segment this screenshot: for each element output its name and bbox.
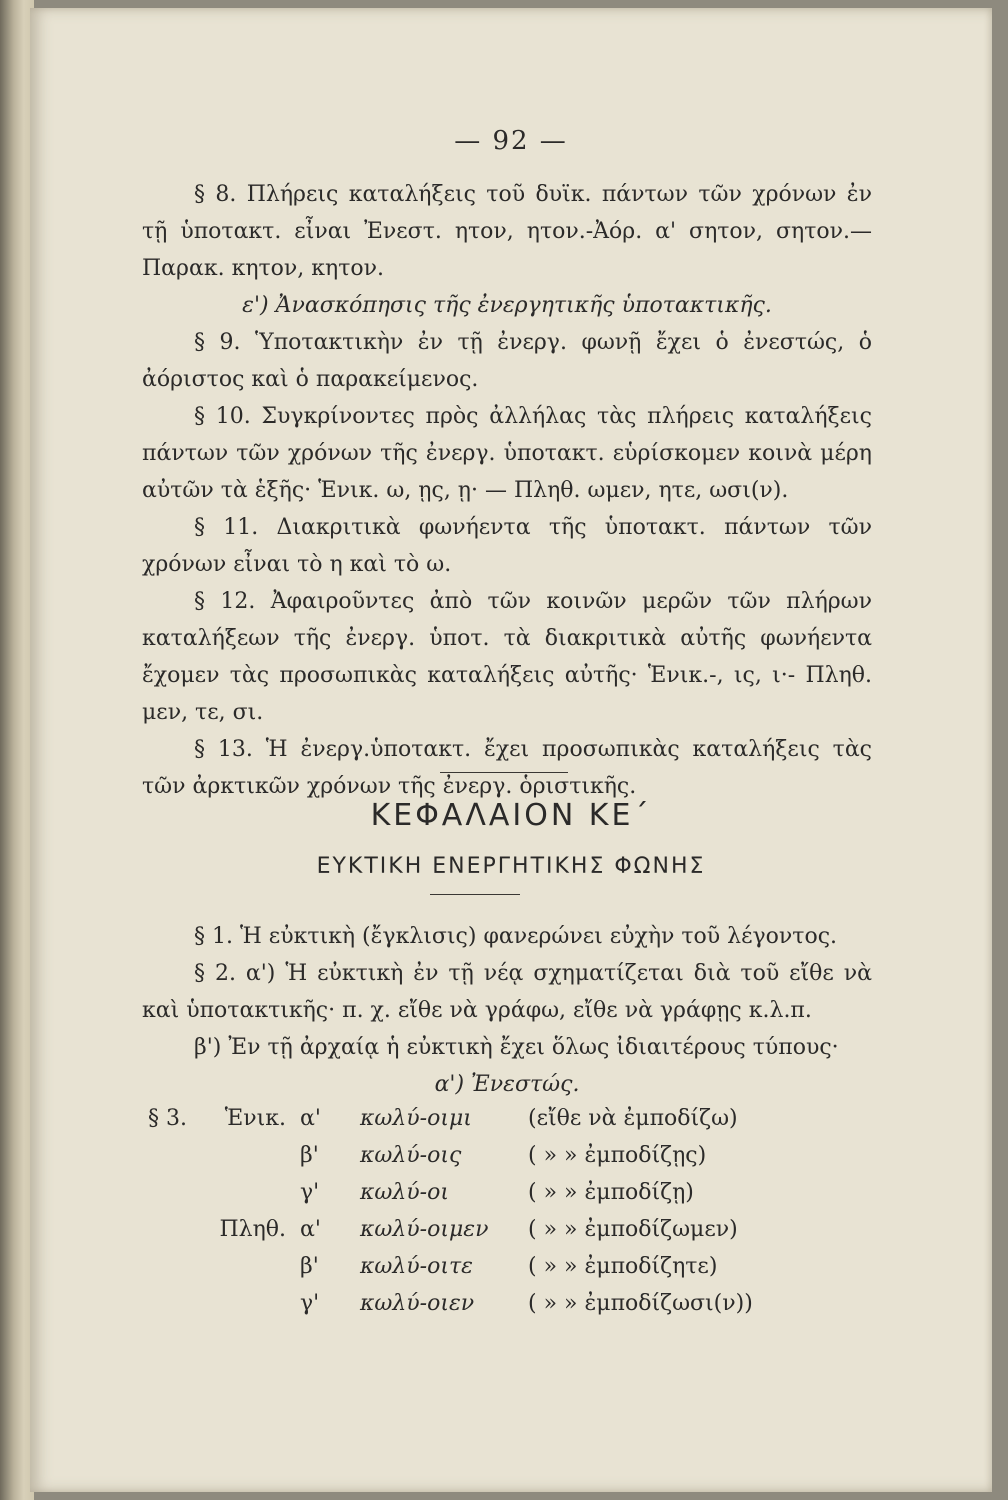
row-person: α' — [300, 1217, 321, 1242]
chapter-subtitle: ΕΥΚΤΙΚΗ ΕΝΕΡΓΗΤΙΚΗΣ ΦΩΝΗΣ — [316, 854, 706, 879]
paragraph-10: § 10. Συγκρίνοντες πρὸς ἀλλήλας τὰς πλήρεις καταλήξεις πάντων τῶν χρόνων τῆς ἐνεργ. ὑποτακτ. εὑρίσκομεν κοινὰ μέρη αὐτῶν τὰ ἑξῆς· Ἑνικ. ω, ῃς, ῃ· — Πληθ. ωμεν, ητε, ωσι(ν). — [142, 404, 872, 503]
paragraph-2b: β') Ἐν τῇ ἀρχαίᾳ ἡ εὐκτικὴ ἔχει ὅλως ἰδιαιτέρους τύπους· — [194, 1035, 839, 1060]
row-translation: ( » » ἐμποδίζωσι(ν)) — [528, 1291, 753, 1316]
row-person: β' — [300, 1143, 319, 1168]
bottom-text-block — [142, 918, 872, 1103]
row-translation: (εἴθε νὰ ἐμποδίζω) — [528, 1106, 738, 1131]
row-form: κωλύ-οιεν — [360, 1291, 475, 1316]
paragraph-1: § 1. Ἡ εὐκτικὴ (ἔγκλισις) φανερώνει εὐχὴν τοῦ λέγοντος. — [194, 924, 838, 949]
row-translation: ( » » ἐμποδίζωμεν) — [528, 1217, 738, 1242]
paragraph-13: § 13. Ἡ ἐνεργ.ὑποτακτ. ἔχει προσωπικὰς καταλήξεις τὰς τῶν ἀρκτικῶν χρόνων τῆς ἐνεργ. ὁριστικῆς. — [142, 737, 872, 799]
book-spine — [0, 0, 34, 1500]
row-form: κωλύ-οιμεν — [360, 1217, 489, 1242]
row-section — [148, 1174, 210, 1211]
row-section — [148, 1137, 210, 1174]
row-form: κωλύ-οις — [360, 1143, 462, 1168]
paragraph-8: § 8. Πλήρεις καταλήξεις τοῦ δυϊκ. πάντων τῶν χρόνων ἐν τῇ ὑποτακτ. εἶναι Ἐνεστ. ητον, ητον.-Ἀόρ. α' σητον, σητον.—Παρακ. κητον, κητον. — [142, 182, 872, 281]
row-translation: ( » » ἐμποδίζητε) — [528, 1254, 718, 1279]
row-person: α' — [300, 1106, 321, 1131]
row-form: κωλύ-οι — [360, 1180, 449, 1205]
paragraph-11: § 11. Διακριτικὰ φωνήεντα τῆς ὑποτακτ. πάντων τῶν χρόνων εἶναι τὸ η καὶ τὸ ω. — [142, 515, 872, 577]
row-number: Ἑνικ. — [224, 1106, 286, 1131]
top-text-block — [142, 176, 872, 805]
chapter-title: ΚΕΦΑΛΑΙΟΝ ΚΕ΄ — [370, 798, 652, 833]
conjugation-table — [148, 1100, 788, 1322]
conjugation-row — [148, 1285, 788, 1322]
row-person: β' — [300, 1254, 319, 1279]
row-translation: ( » » ἐμποδίζῃς) — [528, 1143, 707, 1168]
page-number: — 92 — — [454, 126, 568, 156]
divider-rule-top — [440, 772, 568, 773]
row-person: γ' — [300, 1291, 320, 1316]
paragraph-12: § 12. Ἀφαιροῦντες ἀπὸ τῶν κοινῶν μερῶν τῶν πλήρων καταλήξεων τῆς ἐνεργ. ὑποτ. τὰ διακριτικὰ αὐτῆς φωνήεντα ἔχομεν τὰς προσωπικὰς καταλήξεις αὐτῆς· Ἑνικ.-, ις, ι·- Πληθ. μεν, τε, σι. — [142, 589, 872, 725]
row-section: § 3. — [148, 1106, 187, 1131]
row-form: κωλύ-οιτε — [360, 1254, 473, 1279]
row-number — [210, 1248, 292, 1285]
row-number — [210, 1285, 292, 1322]
row-form: κωλύ-οιμι — [360, 1106, 472, 1131]
book-page — [30, 8, 992, 1492]
section-heading-review: ε') Ἀνασκόπησις τῆς ἐνεργητικῆς ὑποτακτικῆς. — [242, 293, 772, 318]
row-section — [148, 1248, 210, 1285]
subheading-present: α') Ἐνεστώς. — [434, 1072, 580, 1097]
row-number — [210, 1174, 292, 1211]
conjugation-row — [148, 1174, 788, 1211]
paragraph-2: § 2. α') Ἡ εὐκτικὴ ἐν τῇ νέᾳ σχηματίζεται διὰ τοῦ εἴθε νὰ καὶ ὑποτακτικῆς· π. χ. εἴθε νὰ γράφω, εἴθε νὰ γράφῃς κ.λ.π. — [142, 961, 872, 1023]
row-section — [148, 1211, 210, 1248]
row-section — [148, 1285, 210, 1322]
conjugation-row — [148, 1100, 788, 1137]
conjugation-row — [148, 1248, 788, 1285]
conjugation-row — [148, 1137, 788, 1174]
row-number: Πληθ. — [219, 1217, 286, 1242]
conjugation-row — [148, 1211, 788, 1248]
paragraph-9: § 9. Ὑποτακτικὴν ἐν τῇ ἐνεργ. φωνῇ ἔχει ὁ ἐνεστώς, ὁ ἀόριστος καὶ ὁ παρακείμενος. — [142, 330, 872, 392]
row-person: γ' — [300, 1180, 320, 1205]
divider-rule-chapter — [430, 894, 520, 895]
row-number — [210, 1137, 292, 1174]
row-translation: ( » » ἐμποδίζῃ) — [528, 1180, 694, 1205]
